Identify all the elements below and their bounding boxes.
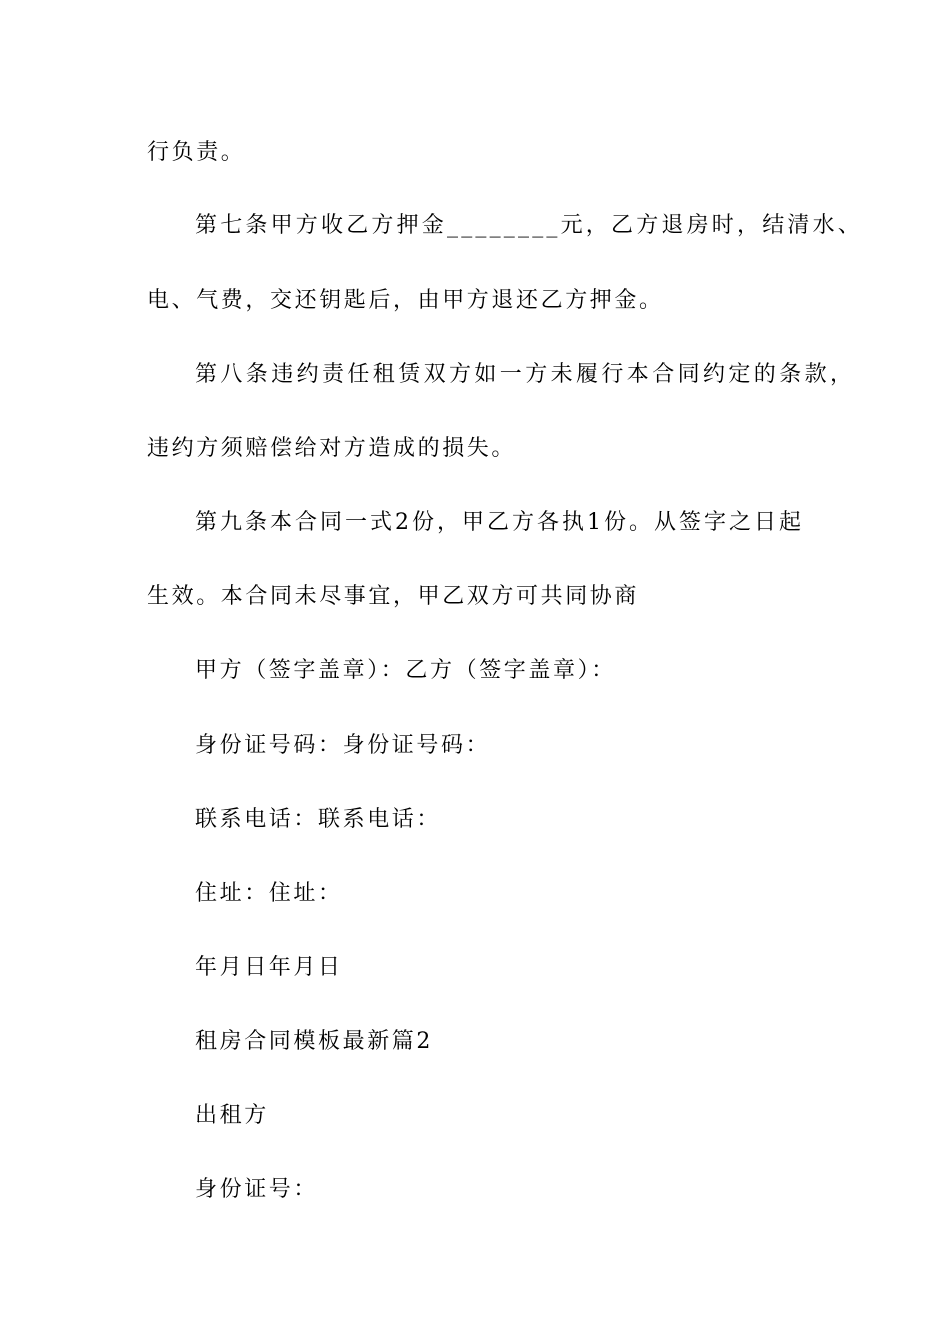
date-line: 年月日年月日 (195, 955, 343, 980)
article-9-copies-line-1: 第九条本合同一式2份，甲乙方各执1份。从签字之日起 (195, 510, 804, 535)
id-number-line: 身份证号码：身份证号码： (195, 733, 491, 758)
article-7-deposit-line-1: 第七条甲方收乙方押金________元，乙方退房时，结清水、 (195, 213, 864, 238)
article-7-deposit-line-2: 电、气费，交还钥匙后，由甲方退还乙方押金。 (147, 288, 664, 313)
section-title-template-2: 租房合同模板最新篇2 (195, 1029, 433, 1054)
article-9-copies-line-2: 生效。本合同未尽事宜，甲乙双方可共同协商 (147, 584, 640, 609)
signature-line: 甲方（签字盖章）：乙方（签字盖章）： (195, 658, 616, 683)
phone-line: 联系电话：联系电话： (195, 807, 442, 832)
article-8-breach-line-1: 第八条违约责任租赁双方如一方未履行本合同约定的条款， (195, 362, 856, 387)
article-8-breach-line-2: 违约方须赔偿给对方造成的损失。 (147, 436, 517, 461)
paragraph-continuation-responsibility: 行负责。 (147, 140, 246, 165)
address-line: 住址：住址： (195, 881, 343, 906)
lessor-id-number-label: 身份证号： (195, 1177, 319, 1202)
lessor-label: 出租方 (195, 1103, 269, 1128)
